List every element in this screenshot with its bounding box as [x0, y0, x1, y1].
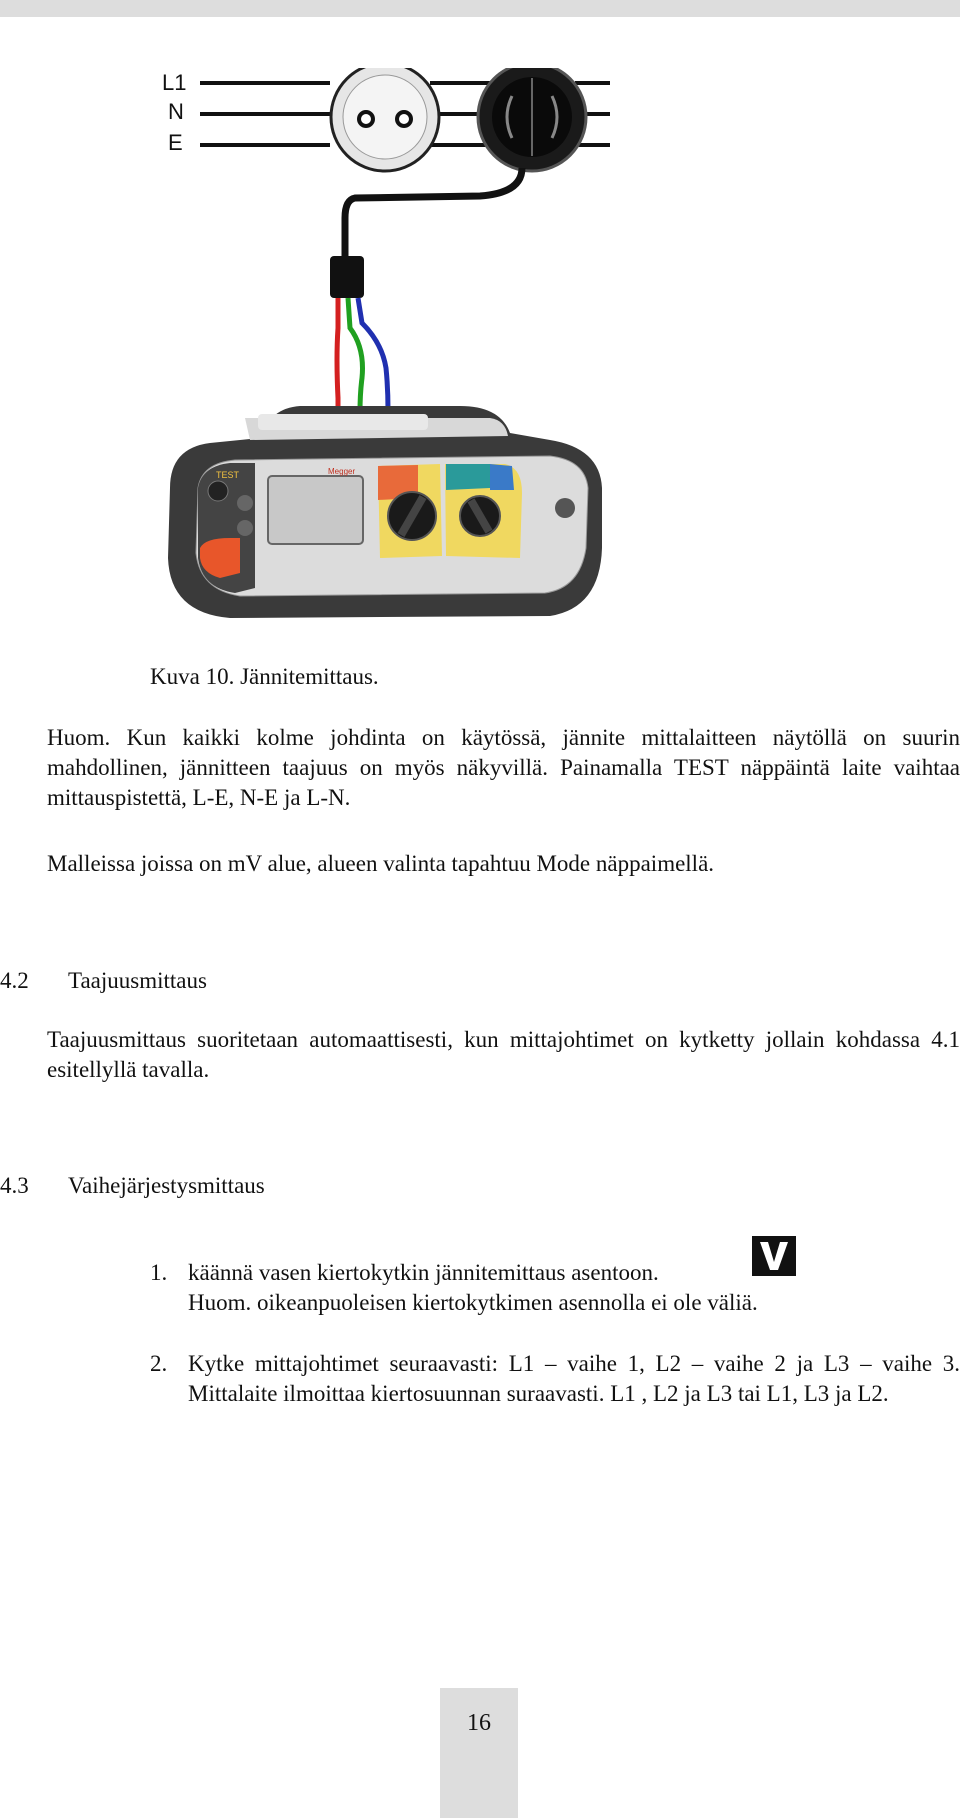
multimeter [168, 406, 602, 618]
cable-splitter [330, 256, 364, 298]
list-item-text: Kytke mittajohtimet seuraavasti: L1 – vaihe 1, L2 – vaihe 2 ja L3 – vaihe 3. Mittalaite ilmoittaa kiertosuunnan suraavasti. L1 , L2 ja L3 tai L1, L3 ja L2. [188, 1351, 960, 1406]
list-item-number: 1. [150, 1260, 168, 1285]
wire-label-e: E [168, 130, 183, 155]
main-cable [345, 168, 522, 258]
meter-brand: Megger [328, 467, 356, 476]
list-item-text: käännä vasen kiertokytkin jännitemittaus asentoon. [188, 1260, 659, 1285]
mv-paragraph: Malleissa joissa on mV alue, alueen valinta tapahtuu Mode näppaimellä. [47, 851, 715, 876]
frequency-paragraph: Taajuusmittaus suoritetaan automaattisesti, kun mittajohtimet on kytketty jollain kohdassa 4.1 esitellyllä tavalla. [47, 1027, 960, 1082]
plug [478, 68, 586, 171]
section-title: Taajuusmittaus [68, 968, 207, 993]
figure-caption: Kuva 10. Jännitemittaus. [150, 664, 379, 689]
note-paragraph: Huom. Kun kaikki kolme johdinta on käytössä, jännite mittalaitteen näytöllä on suurin mahdollinen, jännitteen taajuus on myös näkyvillä. Painamalla TEST näppäintä laite vaihtaa mittauspistettä, L-E, N-E ja L-N. [47, 725, 960, 810]
section-title: Vaihejärjestysmittaus [68, 1173, 265, 1198]
section-number: 4.2 [0, 968, 29, 993]
voltage-measurement-figure [150, 68, 610, 648]
list-item [150, 1349, 960, 1445]
test-key-label: TEST [216, 470, 240, 480]
wire-label-l1: L1 [162, 70, 187, 95]
meter-display [268, 476, 363, 544]
list-item-note: Huom. oikeanpuoleisen kiertokytkimen asennolla ei ole väliä. [188, 1290, 758, 1315]
section-number: 4.3 [0, 1173, 29, 1198]
wire-label-n: N [168, 99, 184, 124]
socket-outlet [331, 68, 439, 171]
list-item [150, 1258, 960, 1322]
page-number: 16 [467, 1710, 491, 1736]
page-number-box [440, 1688, 518, 1818]
list-item-number: 2. [150, 1351, 168, 1376]
top-band [0, 0, 960, 17]
